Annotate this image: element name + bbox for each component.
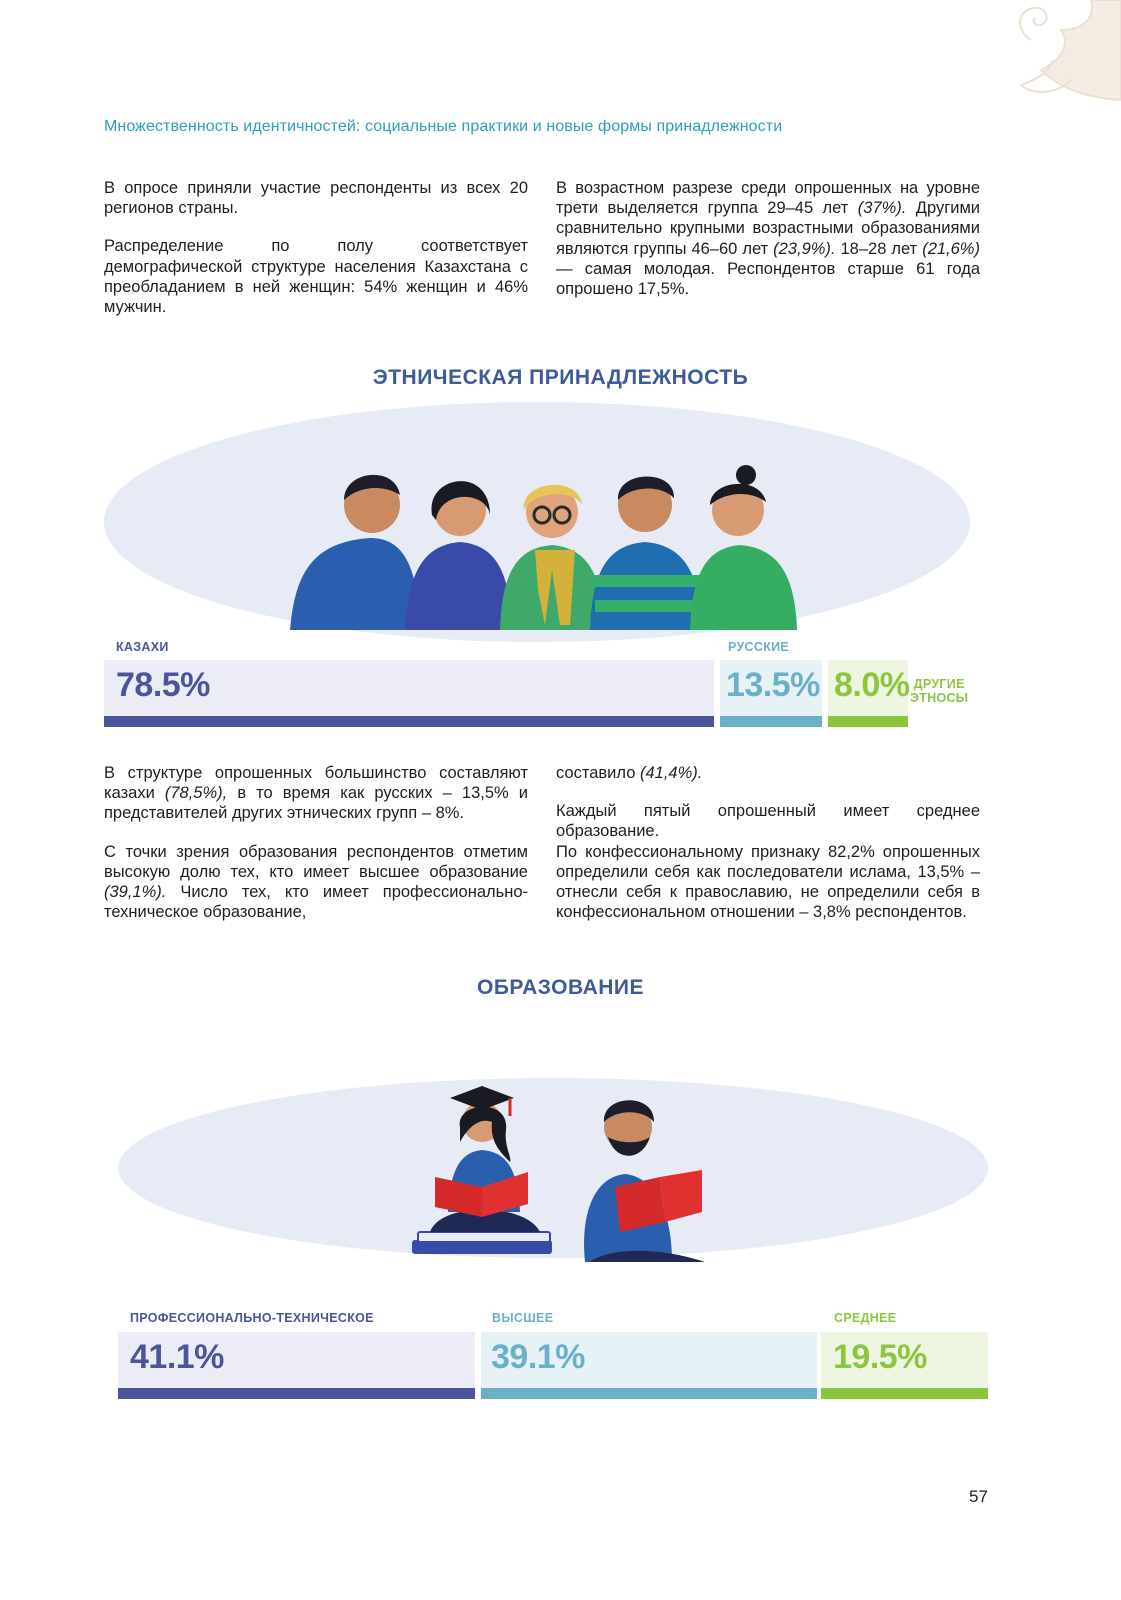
kazakhs-box xyxy=(104,660,714,716)
secondary-label: СРЕДНЕЕ xyxy=(834,1311,897,1325)
secondary-box xyxy=(821,1332,988,1388)
russians-label: РУССКИЕ xyxy=(728,640,790,654)
others-box xyxy=(828,660,908,716)
higher-box xyxy=(481,1332,817,1388)
kazakhs-value: 78.5% xyxy=(116,666,210,704)
vocational-label: ПРОФЕССИОНАЛЬНО-ТЕХНИЧЕСКОЕ xyxy=(130,1311,374,1325)
paragraph: В возрастном разрезе среди опрошенных на уровне трети выделяется группа 29–45 лет (37%). Другими сравнительно крупными возрастными образованиями являются группы 46–60 лет (23,9%). 18–28 лет (21,6%) — самая молодая. Респондентов старше 61 года опрошено 17,5%. xyxy=(556,179,981,299)
middle-left-column xyxy=(104,763,528,922)
paragraph: В структуре опрошенных большинство составляют казахи (78,5%), в то время как русских – 13,5% и представителей других этнических групп – 8%. xyxy=(104,764,529,823)
higher-bar xyxy=(481,1388,817,1399)
ornament-decoration xyxy=(921,0,1121,110)
russians-value: 13.5% xyxy=(726,666,820,704)
russians-box xyxy=(720,660,822,716)
intro-right-column xyxy=(556,178,980,299)
paragraph: В опросе приняли участие респонденты из всех 20 регионов страны. xyxy=(104,179,528,218)
paragraph: С точки зрения образования респондентов отметим высокую долю тех, кто имеет высшее образование (39,1%). Число тех, кто имеет профессионально-техническое образование, xyxy=(104,842,528,922)
others-label: ДРУГИЕ ЭТНОСЫ xyxy=(910,677,969,705)
paragraph: составило (41,4%). xyxy=(556,764,703,782)
russians-bar xyxy=(720,716,822,727)
vocational-bar xyxy=(118,1388,475,1399)
secondary-value: 19.5% xyxy=(833,1338,927,1376)
paragraph: Каждый пятый опрошенный имеет среднее образование. xyxy=(556,802,980,841)
paragraph: По конфессиональному признаку 82,2% опрошенных определили себя как последователи ислама, 13,5% – отнесли себя к православию, не определили себя в конфессиональном отношении – 3,8% респондентов. xyxy=(556,842,980,922)
kazakhs-bar xyxy=(104,716,714,727)
intro-left-column xyxy=(104,178,528,335)
kazakhs-label: КАЗАХИ xyxy=(116,640,169,654)
paragraph: Распределение по полу соответствует демографической структуре населения Казахстана с преобладанием в ней женщин: 54% женщин и 46% мужчин. xyxy=(104,237,528,317)
middle-right-column xyxy=(556,763,980,922)
others-bar xyxy=(828,716,908,727)
running-header: Множественность идентичностей: социальные практики и новые формы принадлежности xyxy=(104,118,783,135)
section-title-education: ОБРАЗОВАНИЕ xyxy=(476,976,645,999)
page-number: 57 xyxy=(969,1487,988,1506)
others-value: 8.0% xyxy=(834,666,910,704)
students-reading-illustration xyxy=(410,1082,710,1262)
section-title-ethnic: ЭТНИЧЕСКАЯ ПРИНАДЛЕЖНОСТЬ xyxy=(372,366,749,389)
higher-label: ВЫСШЕЕ xyxy=(492,1311,554,1325)
secondary-bar xyxy=(821,1388,988,1399)
vocational-value: 41.1% xyxy=(130,1338,224,1376)
higher-value: 39.1% xyxy=(491,1338,585,1376)
people-group-illustration xyxy=(290,460,820,630)
vocational-box xyxy=(118,1332,475,1388)
